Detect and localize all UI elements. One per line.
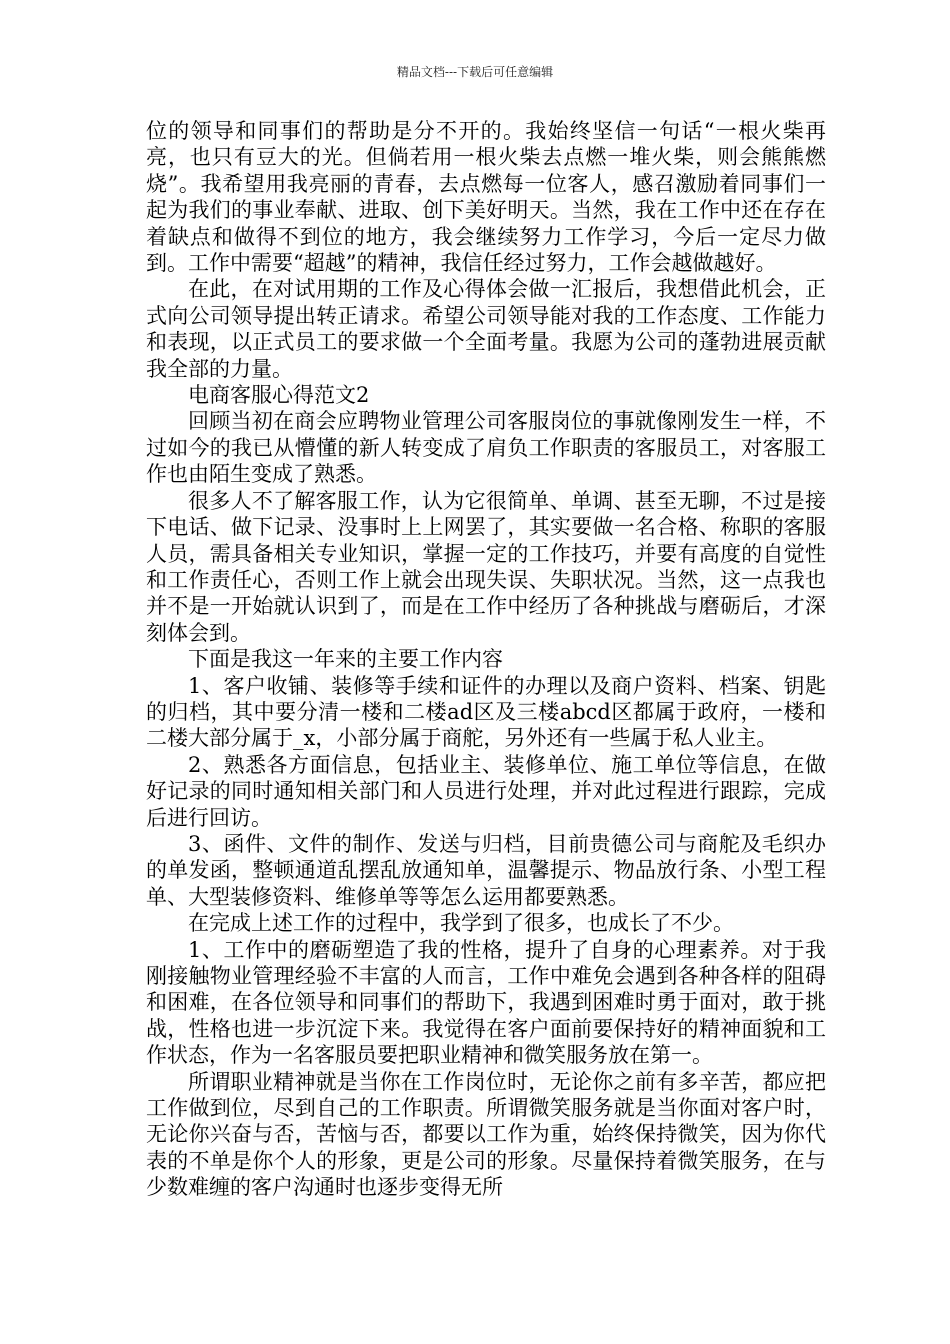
- paragraph-3: 回顾当初在商会应聘物业管理公司客服岗位的事就像刚发生一样，不过如今的我已从懵懂的新人转变成了肩负工作职责的客服员工，对客服工作也由陌生变成了熟悉。: [146, 409, 826, 487]
- list-item-3: 3、函件、文件的制作、发送与归档，目前贵德公司与商舵及毛织办的单发函，整顿通道乱摆乱放通知单，温馨提示、物品放行条、小型工程单、大型装修资料、维修单等等怎么运用都要熟悉。: [146, 831, 826, 909]
- paragraph-7: 所谓职业精神就是当你在工作岗位时，无论你之前有多辛苦，都应把工作做到位，尽到自己的工作职责。所谓微笑服务就是当你面对客户时，无论你兴奋与否，苦恼与否，都要以工作为重，始终保持微笑，因为你代表的不单是你个人的形象，更是公司的形象。尽量保持着微笑服务，在与少数难缠的客户沟通时也逐步变得无所: [146, 1069, 826, 1200]
- paragraph-5: 下面是我这一年来的主要工作内容: [188, 647, 503, 672]
- list-item-1: 1、客户收铺、装修等手续和证件的办理以及商户资料、档案、钥匙的归档，其中要分清一楼和二楼ad区及三楼abcd区都属于政府，一楼和二楼大部分属于_x，小部分属于商舵，另外还有一些属于私人业主。: [146, 673, 826, 751]
- paragraph-1: 位的领导和同事们的帮助是分不开的。我始终坚信一句话“一根火柴再亮，也只有豆大的光。但倘若用一根火柴去点燃一堆火柴，则会熊熊燃烧”。我希望用我亮丽的青春，去点燃每一位客人，感召激励着同事们一起为我们的事业奉献、进取、创下美好明天。当然，我在工作中还在存在着缺点和做得不到位的地方，我会继续努力工作学习，今后一定尽力做到。工作中需要“超越”的精神，我信任经过努力，工作会越做越好。: [146, 119, 826, 276]
- paragraph-4: 很多人不了解客服工作，认为它很简单、单调、甚至无聊，不过是接下电话、做下记录、没事时上上网罢了，其实要做一名合格、称职的客服人员，需具备相关专业知识，掌握一定的工作技巧，并要有高度的自觉性和工作责任心，否则工作上就会出现失误、失职状况。当然，这一点我也并不是一开始就认识到了，而是在工作中经历了各种挑战与磨砺后，才深刻体会到。: [146, 488, 826, 645]
- page-header: 精品文档---下载后可任意编辑: [396, 65, 554, 79]
- list-item-4: 1、工作中的磨砺塑造了我的性格，提升了自身的心理素养。对于我刚接触物业管理经验不丰富的人而言，工作中难免会遇到各种各样的阻碍和困难，在各位领导和同事们的帮助下，我遇到困难时勇于面对，敢于挑战，性格也进一步沉淀下来。我觉得在客户面前要保持好的精神面貌和工作状态，作为一名客服员要把职业精神和微笑服务放在第一。: [146, 937, 826, 1068]
- section-title: 电商客服心得范文2: [188, 383, 370, 408]
- paragraph-6: 在完成上述工作的过程中，我学到了很多，也成长了不少。: [188, 911, 734, 936]
- document-body: [146, 118, 826, 1201]
- paragraph-2: 在此，在对试用期的工作及心得体会做一汇报后，我想借此机会，正式向公司领导提出转正请求。希望公司领导能对我的工作态度、工作能力和表现，以正式员工的要求做一个全面考量。我愿为公司的蓬勃进展贡献我全部的力量。: [146, 277, 826, 381]
- list-item-2: 2、熟悉各方面信息，包括业主、装修单位、施工单位等信息，在做好记录的同时通知相关部门和人员进行处理，并对此过程进行跟踪，完成后进行回访。: [146, 752, 826, 830]
